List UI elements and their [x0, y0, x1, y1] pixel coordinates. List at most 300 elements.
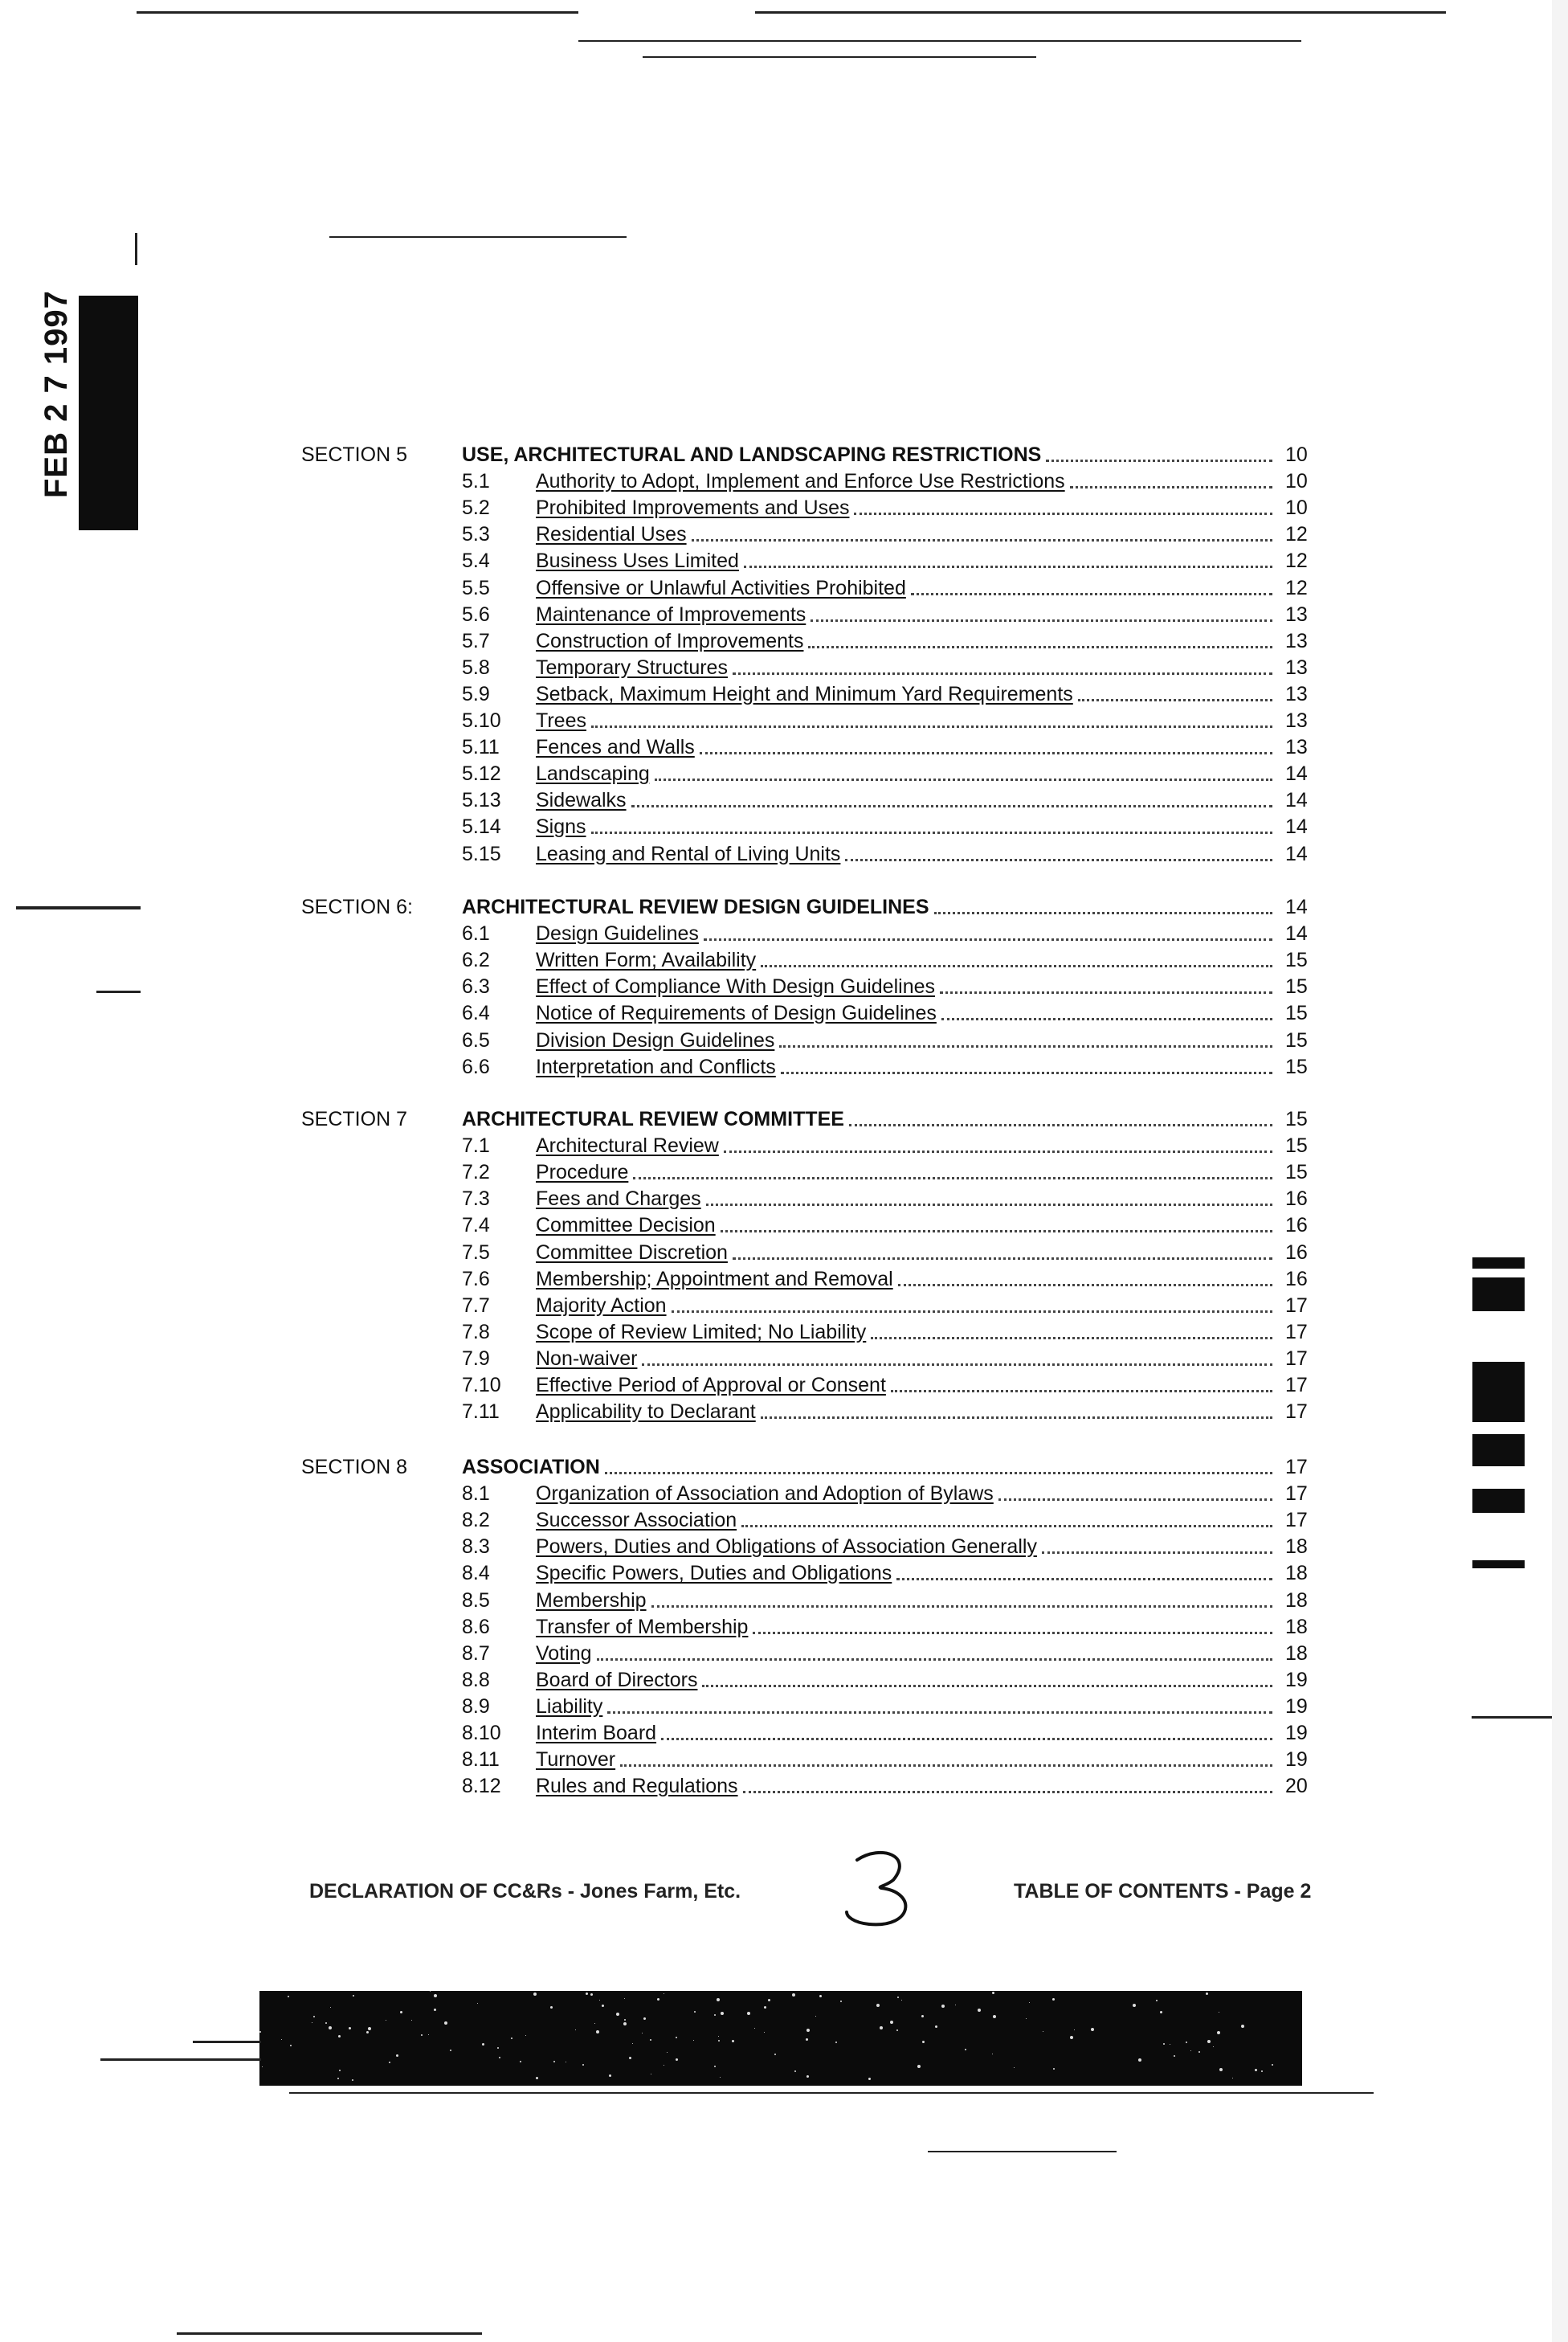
- toc-entry: [0, 947, 1568, 973]
- section-page-number: 14: [1285, 896, 1308, 918]
- toc-entry: [0, 1000, 1568, 1026]
- toc-entry: [0, 1346, 1568, 1371]
- entry-title-text: Signs: [536, 815, 586, 839]
- entry-title: [536, 1000, 1277, 1026]
- toc-entry: [0, 921, 1568, 946]
- entry-number: 8.2: [462, 1509, 490, 1532]
- entry-title-text: Landscaping: [536, 762, 650, 786]
- toc-entry: [0, 1560, 1568, 1586]
- entry-title: [536, 734, 1277, 760]
- entry-title: [536, 708, 1277, 734]
- entry-title-text: Construction of Improvements: [536, 629, 804, 652]
- scan-speck: [434, 2009, 436, 2011]
- toc-entry: [0, 1240, 1568, 1265]
- scan-speck: [1198, 2051, 1200, 2053]
- section-title-text: ARCHITECTURAL REVIEW DESIGN GUIDELINES: [462, 896, 929, 918]
- entry-page-number: 13: [1285, 736, 1308, 759]
- entry-number: 7.5: [462, 1240, 490, 1264]
- entry-page-number: 12: [1285, 550, 1308, 573]
- scan-speck: [533, 1993, 537, 1996]
- entry-title-text: Committee Discretion: [536, 1240, 728, 1264]
- entry-page-number: 19: [1285, 1694, 1308, 1718]
- entry-number: 8.12: [462, 1775, 501, 1798]
- entry-title: [536, 1507, 1277, 1533]
- scan-speck: [582, 2064, 584, 2066]
- entry-number: 6.2: [462, 949, 490, 972]
- scan-line: [329, 236, 627, 238]
- entry-title-text: Setback, Maximum Height and Minimum Yard Requirements: [536, 682, 1073, 705]
- entry-page-number: 15: [1285, 1028, 1308, 1052]
- dot-leader: [633, 1159, 1272, 1179]
- entry-title: [536, 761, 1277, 787]
- entry-number: 5.12: [462, 762, 501, 786]
- entry-title-text: Powers, Duties and Obligations of Association Generally: [536, 1535, 1037, 1559]
- section-heading-row: [0, 442, 1568, 468]
- scan-speck: [259, 2031, 261, 2033]
- toc-entry: [0, 1028, 1568, 1053]
- entry-page-number: 19: [1285, 1668, 1308, 1691]
- toc-entry: [0, 1588, 1568, 1613]
- dot-leader: [941, 1000, 1272, 1020]
- entry-title-text: Membership: [536, 1588, 647, 1612]
- entry-title-text: Fees and Charges: [536, 1187, 701, 1211]
- entry-title-text: Liability: [536, 1694, 603, 1718]
- toc-entry: [0, 655, 1568, 681]
- entry-page-number: 12: [1285, 576, 1308, 599]
- entry-title-text: Rules and Regulations: [536, 1775, 738, 1798]
- entry-page-number: 19: [1285, 1748, 1308, 1772]
- scan-speck: [353, 1995, 354, 1997]
- dot-leader: [1078, 681, 1272, 701]
- scan-speck: [520, 2061, 521, 2062]
- entry-number: 6.1: [462, 922, 490, 946]
- entry-number: 7.6: [462, 1267, 490, 1290]
- scan-speck: [1133, 2004, 1136, 2007]
- dot-leader: [896, 1560, 1272, 1580]
- entry-title: [536, 1319, 1277, 1345]
- entry-title: [536, 1346, 1277, 1371]
- scan-speck: [806, 2075, 809, 2078]
- entry-title: [536, 468, 1277, 494]
- scan-speck: [720, 2077, 721, 2078]
- scan-speck: [477, 2003, 478, 2004]
- entry-number: 5.14: [462, 815, 501, 839]
- entry-page-number: 14: [1285, 815, 1308, 839]
- dot-leader: [672, 1293, 1272, 1313]
- toc-entry: [0, 1614, 1568, 1640]
- scan-speck: [262, 2066, 263, 2067]
- entry-title-text: Written Form; Availability: [536, 949, 757, 972]
- entry-title: [536, 841, 1277, 867]
- entry-title: [536, 1534, 1277, 1559]
- scan-speck: [482, 2043, 484, 2046]
- section-title: [462, 894, 1277, 920]
- dot-leader: [1046, 442, 1272, 462]
- entry-title: [536, 1667, 1277, 1693]
- scan-speck: [896, 2029, 898, 2031]
- entry-number: 5.4: [462, 550, 490, 573]
- scan-speck: [430, 1991, 431, 1992]
- scan-speck: [339, 2070, 341, 2071]
- entry-title-text: Maintenance of Improvements: [536, 603, 806, 626]
- scan-speck: [550, 2006, 553, 2009]
- scan-speck: [602, 2005, 604, 2007]
- page-label-footer: TABLE OF CONTENTS - Page 2: [1014, 1880, 1312, 1903]
- scan-speck: [676, 2058, 678, 2061]
- section-heading-row: [0, 894, 1568, 920]
- toc-entry: [0, 734, 1568, 760]
- entry-number: 6.5: [462, 1028, 490, 1052]
- entry-title-text: Applicability to Declarant: [536, 1400, 756, 1424]
- scan-speck: [718, 2036, 719, 2037]
- scan-speck: [421, 2034, 423, 2036]
- entry-title: [536, 1028, 1277, 1053]
- scan-speck: [632, 2043, 633, 2044]
- toc-entry: [0, 521, 1568, 547]
- scan-speck: [1217, 2031, 1220, 2034]
- section-title-text: USE, ARCHITECTURAL AND LANDSCAPING RESTRICTIONS: [462, 443, 1042, 466]
- entry-title-text: Interpretation and Conflicts: [536, 1055, 776, 1078]
- scan-line: [578, 40, 1301, 42]
- entry-title-text: Committee Decision: [536, 1214, 716, 1237]
- entry-title: [536, 814, 1277, 840]
- entry-number: 7.4: [462, 1214, 490, 1237]
- entry-number: 8.7: [462, 1641, 490, 1665]
- scan-speck: [594, 2023, 595, 2024]
- scan-speck: [616, 2013, 619, 2016]
- scan-speck: [721, 2012, 724, 2015]
- section-title: [462, 1106, 1277, 1132]
- dot-leader: [692, 521, 1272, 542]
- dot-leader: [934, 894, 1272, 914]
- entry-page-number: 17: [1285, 1374, 1308, 1396]
- toc-entry: [0, 468, 1568, 494]
- toc-entry: [0, 1773, 1568, 1799]
- toc-entry: [0, 1054, 1568, 1080]
- entry-title: [536, 495, 1277, 521]
- entry-title: [536, 1588, 1277, 1613]
- entry-page-number: 16: [1285, 1214, 1308, 1237]
- dot-leader: [761, 1399, 1272, 1419]
- toc-entry: [0, 1399, 1568, 1424]
- entry-number: 8.11: [462, 1748, 500, 1772]
- dot-leader: [753, 1614, 1272, 1634]
- scan-speck: [1174, 2055, 1175, 2057]
- scan-speck: [1070, 2036, 1073, 2039]
- dot-leader: [607, 1694, 1272, 1714]
- handwritten-page-number: [837, 1840, 933, 1936]
- scan-speck: [676, 2037, 677, 2038]
- entry-page-number: 17: [1285, 1482, 1308, 1506]
- entry-number: 5.8: [462, 656, 490, 679]
- dot-leader: [781, 1054, 1272, 1074]
- entry-title-text: Architectural Review: [536, 1134, 719, 1158]
- toc-entry: [0, 628, 1568, 654]
- toc-entry: [0, 1507, 1568, 1533]
- entry-title: [536, 947, 1277, 973]
- entry-page-number: 14: [1285, 922, 1308, 946]
- scan-speck: [1186, 2042, 1187, 2043]
- entry-title: [536, 681, 1277, 707]
- entry-page-number: 15: [1285, 1002, 1308, 1025]
- scan-speck: [434, 1994, 437, 1997]
- scan-speck: [1163, 2043, 1165, 2045]
- scan-speck: [624, 1998, 625, 1999]
- section-label: SECTION 7: [301, 1108, 407, 1130]
- entry-number: 5.7: [462, 629, 490, 652]
- scan-speck: [806, 2029, 810, 2032]
- entry-page-number: 17: [1285, 1347, 1308, 1370]
- toc-entry: [0, 1534, 1568, 1559]
- entry-title-text: Business Uses Limited: [536, 550, 739, 573]
- entry-title-text: Trees: [536, 709, 586, 732]
- scan-speck: [806, 2038, 808, 2041]
- dot-leader: [704, 921, 1272, 941]
- dot-leader: [854, 495, 1272, 515]
- entry-title-text: Interim Board: [536, 1722, 657, 1744]
- section-page-number: 15: [1285, 1108, 1308, 1130]
- scan-speck: [389, 2062, 390, 2063]
- dot-leader: [655, 761, 1272, 781]
- scan-speck: [575, 2029, 576, 2030]
- section-heading-row: [0, 1106, 1568, 1132]
- dot-leader: [597, 1641, 1272, 1661]
- entry-title-text: Procedure: [536, 1161, 629, 1184]
- entry-page-number: 10: [1285, 470, 1308, 493]
- dot-leader: [721, 1212, 1272, 1232]
- toc-entry: [0, 1667, 1568, 1693]
- scan-speck: [281, 2039, 282, 2040]
- toc-entry: [0, 1319, 1568, 1345]
- entry-title-text: Sidewalks: [536, 789, 627, 812]
- scan-speck: [819, 1995, 822, 1997]
- entry-number: 7.2: [462, 1161, 490, 1184]
- entry-page-number: 16: [1285, 1267, 1308, 1290]
- entry-number: 7.11: [462, 1400, 500, 1424]
- entry-title: [536, 1560, 1277, 1586]
- date-stamp: FEB 2 7 1997: [39, 290, 74, 498]
- dot-leader: [591, 814, 1272, 834]
- scan-speck: [1091, 2028, 1094, 2031]
- toc-entry: [0, 1159, 1568, 1185]
- entry-number: 5.11: [462, 736, 500, 759]
- entry-page-number: 17: [1285, 1320, 1308, 1343]
- entry-title: [536, 1133, 1277, 1159]
- scan-noise-band: [259, 1991, 1302, 2086]
- scan-line: [193, 2041, 261, 2043]
- entry-number: 7.3: [462, 1187, 490, 1211]
- entry-number: 7.1: [462, 1134, 490, 1158]
- scan-speck: [718, 2040, 720, 2042]
- entry-number: 8.5: [462, 1588, 490, 1612]
- scan-speck: [643, 2017, 646, 2020]
- entry-number: 5.9: [462, 682, 490, 705]
- scan-speck: [794, 2070, 796, 2072]
- entry-title-text: Transfer of Membership: [536, 1615, 749, 1638]
- scan-speck: [450, 2050, 451, 2051]
- entry-page-number: 13: [1285, 682, 1308, 705]
- scan-speck: [774, 2054, 776, 2055]
- entry-number: 5.2: [462, 497, 490, 520]
- scan-speck: [1160, 2011, 1162, 2013]
- scan-speck: [935, 2025, 937, 2028]
- scan-speck: [290, 2045, 292, 2046]
- scan-speck: [1014, 2067, 1015, 2068]
- scan-speck: [313, 2016, 315, 2017]
- scan-speck: [1219, 2068, 1223, 2071]
- entry-page-number: 15: [1285, 1161, 1308, 1184]
- entry-page-number: 17: [1285, 1294, 1308, 1317]
- dot-leader: [706, 1186, 1272, 1206]
- scan-speck: [1156, 2000, 1158, 2001]
- section-title: [462, 442, 1277, 468]
- scan-speck: [667, 2052, 668, 2053]
- entry-page-number: 15: [1285, 1134, 1308, 1158]
- scan-speck: [993, 2015, 996, 2018]
- scan-speck: [941, 2005, 945, 2008]
- scan-speck: [897, 1997, 899, 1998]
- entry-page-number: 17: [1285, 1509, 1308, 1532]
- scan-speck: [747, 2012, 750, 2015]
- entry-number: 5.15: [462, 842, 501, 865]
- scan-speck: [337, 2078, 339, 2079]
- entry-title-text: Temporary Structures: [536, 656, 728, 679]
- scan-speck: [352, 2079, 353, 2081]
- entry-page-number: 10: [1285, 497, 1308, 520]
- entry-title-text: Offensive or Unlawful Activities Prohibited: [536, 576, 906, 599]
- entry-page-number: 15: [1285, 949, 1308, 972]
- scan-speck: [499, 2057, 500, 2058]
- entry-page-number: 17: [1285, 1400, 1308, 1424]
- toc-entry: [0, 787, 1568, 813]
- entry-page-number: 16: [1285, 1240, 1308, 1264]
- scan-line: [755, 11, 1446, 14]
- scan-speck: [650, 2039, 651, 2041]
- entry-title: [536, 655, 1277, 681]
- entry-page-number: 13: [1285, 603, 1308, 626]
- scan-speck: [992, 1992, 994, 1994]
- entry-title: [536, 1720, 1277, 1746]
- scan-speck: [1053, 2068, 1055, 2070]
- scan-speck: [1261, 2070, 1263, 2072]
- scan-speck: [1190, 2050, 1191, 2051]
- dot-leader: [605, 1454, 1272, 1474]
- toc-entry: [0, 1266, 1568, 1292]
- entry-title-text: Turnover: [536, 1748, 616, 1772]
- entry-title: [536, 921, 1277, 946]
- section-page-number: 17: [1285, 1456, 1308, 1478]
- entry-title-text: Prohibited Improvements and Uses: [536, 497, 850, 520]
- entry-title: [536, 1641, 1277, 1666]
- section-title-text: ARCHITECTURAL REVIEW COMMITTEE: [462, 1108, 844, 1130]
- scan-speck: [876, 2004, 880, 2007]
- scan-speck: [1138, 2058, 1141, 2062]
- scan-speck: [329, 2026, 332, 2029]
- scan-speck: [880, 2026, 883, 2029]
- dot-leader: [845, 841, 1272, 861]
- scan-speck: [497, 2047, 499, 2049]
- entry-page-number: 18: [1285, 1588, 1308, 1612]
- entry-page-number: 18: [1285, 1562, 1308, 1585]
- entry-number: 5.3: [462, 523, 490, 546]
- dot-leader: [744, 548, 1272, 568]
- dot-leader: [743, 1773, 1272, 1793]
- entry-title: [536, 1694, 1277, 1719]
- scan-speck: [1207, 2040, 1211, 2043]
- scan-speck: [978, 2009, 981, 2012]
- toc-entry: [0, 1641, 1568, 1666]
- entry-page-number: 12: [1285, 523, 1308, 546]
- scan-speck: [366, 2031, 369, 2033]
- scan-speck: [732, 2040, 734, 2042]
- scan-speck: [511, 2037, 512, 2039]
- scan-speck: [349, 2027, 351, 2029]
- entry-page-number: 16: [1285, 1187, 1308, 1211]
- section-label: SECTION 8: [301, 1456, 407, 1478]
- scan-line: [928, 2151, 1117, 2152]
- scan-speck: [1026, 2018, 1027, 2019]
- entry-title-text: Scope of Review Limited; No Liability: [536, 1320, 867, 1343]
- scan-line: [289, 2092, 1374, 2094]
- entry-number: 6.4: [462, 1002, 490, 1025]
- scan-speck: [1074, 2029, 1075, 2030]
- toc-entry: [0, 1133, 1568, 1159]
- entry-title-text: Board of Directors: [536, 1668, 698, 1691]
- toc-entry: [0, 814, 1568, 840]
- scan-speck: [330, 2007, 331, 2008]
- dot-leader: [651, 1588, 1272, 1608]
- entry-page-number: 15: [1285, 1055, 1308, 1078]
- scan-speck: [609, 2074, 611, 2077]
- entry-title-text: Fences and Walls: [536, 736, 695, 759]
- scan-speck: [444, 2021, 447, 2025]
- scan-speck: [1029, 2002, 1030, 2003]
- entry-title-text: Effect of Compliance With Design Guidelines: [536, 975, 935, 999]
- dot-leader: [811, 602, 1272, 622]
- entry-number: 8.1: [462, 1482, 490, 1506]
- entry-number: 5.6: [462, 603, 490, 626]
- scan-speck: [922, 2041, 925, 2043]
- toc-entry: [0, 841, 1568, 867]
- entry-title-text: Division Design Guidelines: [536, 1028, 775, 1052]
- entry-title: [536, 1773, 1277, 1799]
- scan-speck: [1241, 2025, 1244, 2028]
- entry-title: [536, 1054, 1277, 1080]
- entry-number: 8.9: [462, 1694, 490, 1718]
- toc-entry: [0, 575, 1568, 601]
- entry-title: [536, 1266, 1277, 1292]
- toc-entry: [0, 681, 1568, 707]
- entry-number: 7.10: [462, 1374, 501, 1396]
- dot-leader: [591, 708, 1272, 728]
- section-heading-row: [0, 1454, 1568, 1480]
- toc-entry: [0, 1720, 1568, 1746]
- dot-leader: [724, 1133, 1272, 1153]
- entry-page-number: 19: [1285, 1722, 1308, 1744]
- entry-number: 5.1: [462, 470, 490, 493]
- section-title-text: ASSOCIATION: [462, 1456, 600, 1478]
- entry-page-number: 13: [1285, 709, 1308, 732]
- entry-title-text: Leasing and Rental of Living Units: [536, 842, 841, 865]
- entry-number: 8.3: [462, 1535, 490, 1559]
- scan-speck: [792, 1993, 795, 1997]
- scan-speck: [768, 1999, 770, 2001]
- scan-speck: [901, 2000, 902, 2001]
- scan-speck: [717, 1998, 720, 2001]
- scan-speck: [590, 1993, 593, 1996]
- dot-leader: [1070, 468, 1272, 488]
- entry-title: [536, 1399, 1277, 1424]
